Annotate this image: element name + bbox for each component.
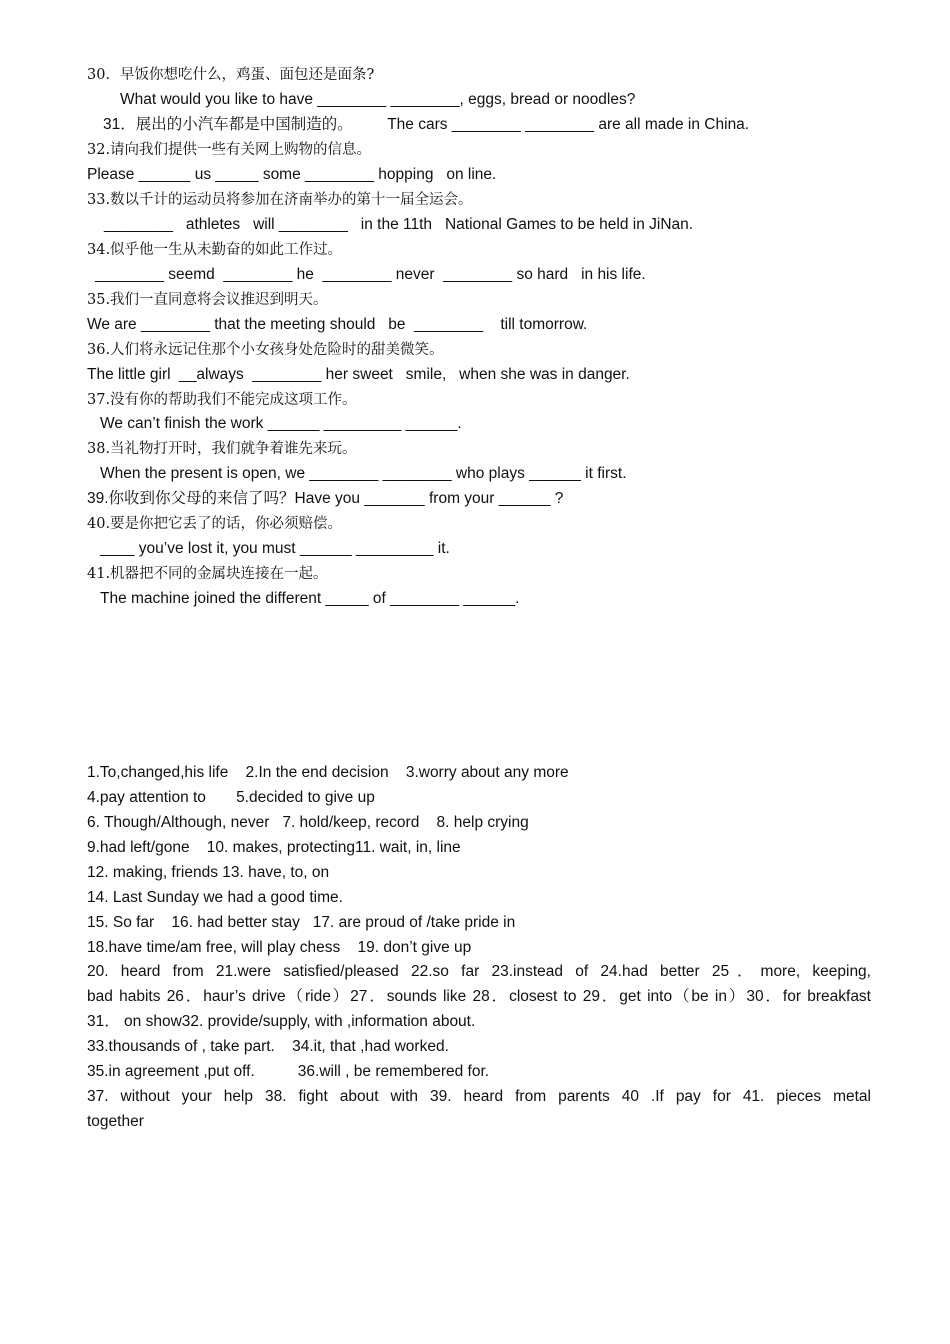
answer-line: 1.To,changed,his life 2.In the end decision 3.worry about any more (87, 764, 569, 781)
answer-line: 9.had left/gone 10. makes, protecting11. wait, in, line (87, 839, 461, 856)
question-32-english: Please ______ us _____ some ________ hopping on line. (87, 166, 497, 183)
answer-line: bad habits 26．haur’s drive（ride）27．sounds like 28．closest to 29．get into（be in）30．for breakfast (87, 988, 871, 1005)
question-35-english: We are ________ that the meeting should be ________ till tomorrow. (87, 316, 588, 333)
question-33-chinese: 33.数以千计的运动员将参加在济南举办的第十一届全运会。 (87, 192, 473, 208)
question-37-chinese: 37.没有你的帮助我们不能完成这项工作。 (87, 392, 357, 408)
answer-line: together (87, 1113, 144, 1130)
answer-line: 4.pay attention to 5.decided to give up (87, 789, 375, 806)
question-41-chinese: 41.机器把不同的金属块连接在一起。 (87, 566, 328, 582)
question-30-english: What would you like to have ________ ________, eggs, bread or noodles? (120, 91, 636, 108)
question-34-chinese: 34.似乎他一生从未勤奋的如此工作过。 (87, 242, 343, 258)
question-40-chinese: 40.要是你把它丢了的话，你必须赔偿。 (87, 516, 343, 532)
question-31-line: 31．展出的小汽车都是中国制造的。 The cars ________ ________ are all made in China. (103, 116, 750, 133)
question-41-english: The machine joined the different _____ of ________ ______. (100, 590, 520, 607)
question-38-chinese: 38.当礼物打开时，我们就争着谁先来玩。 (87, 441, 357, 457)
question-34-english: ________ seemd ________ he ________ never ________ so hard in his life. (95, 266, 646, 283)
answer-line: 31． on show32. provide/supply, with ,information about. (87, 1013, 476, 1030)
answer-line: 6. Though/Although, never 7. hold/keep, record 8. help crying (87, 814, 529, 831)
question-32-chinese: 32.请向我们提供一些有关网上购物的信息。 (87, 142, 372, 158)
answer-line: 15. So far 16. had better stay 17. are proud of /take pride in (87, 914, 516, 931)
answer-line: 35.in agreement ,put off. 36.will , be remembered for. (87, 1063, 490, 1080)
question-36-english: The little girl __always ________ her sweet smile, when she was in danger. (87, 366, 630, 383)
question-33-english: ________ athletes will ________ in the 11th National Games to be held in JiNan. (104, 216, 694, 233)
answer-line: 33.thousands of , take part. 34.it, that ,had worked. (87, 1038, 449, 1055)
question-35-chinese: 35.我们一直同意将会议推迟到明天。 (87, 292, 328, 308)
answer-line: 20. heard from 21.were satisfied/pleased 22.so far 23.instead of 24.had better 25．more, keeping, (87, 963, 871, 980)
answer-line: 14. Last Sunday we had a good time. (87, 889, 343, 906)
question-40-english: ____ you’ve lost it, you must ______ _________ it. (100, 540, 450, 557)
answer-line: 18.have time/am free, will play chess 19. don’t give up (87, 939, 472, 956)
question-36-chinese: 36.人们将永远记住那个小女孩身处危险时的甜美微笑。 (87, 342, 444, 358)
question-39-line: 39.你收到你父母的来信了吗？Have you _______ from your ______ ? (87, 490, 564, 507)
question-38-english: When the present is open, we ________ ________ who plays ______ it first. (100, 465, 627, 482)
question-37-english: We can’t finish the work ______ _________ ______. (100, 415, 462, 432)
answer-line: 37. without your help 38. fight about with 39. heard from parents 40 .If pay for 41. pieces metal (87, 1088, 871, 1105)
answer-line: 12. making, friends 13. have, to, on (87, 864, 330, 881)
question-30-chinese: 30．早饭你想吃什么，鸡蛋、面包还是面条? (87, 67, 375, 83)
